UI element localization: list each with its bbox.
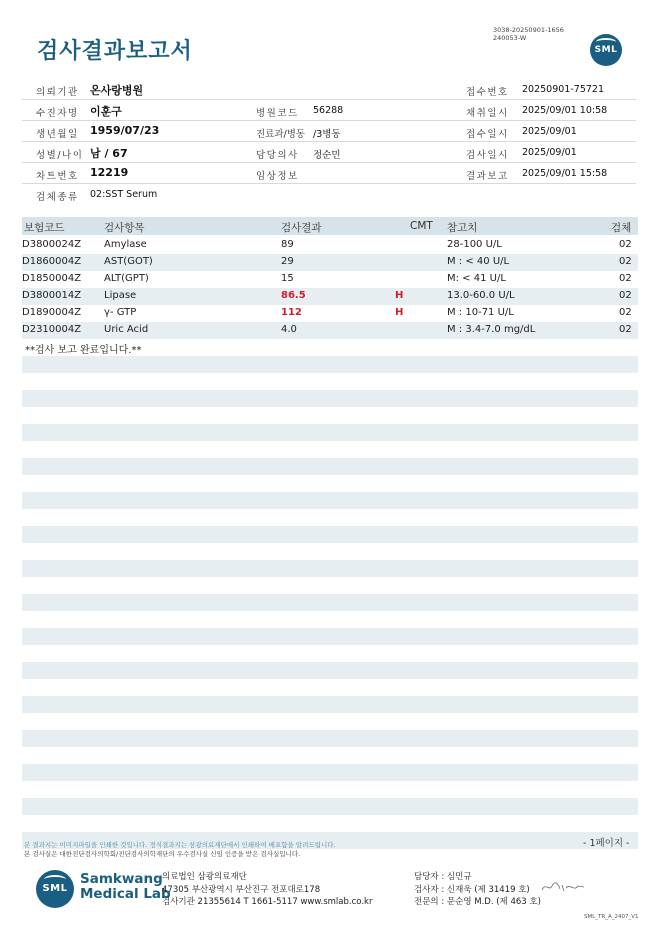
col-header-specimen: 검체 <box>611 222 632 234</box>
empty-row-stripe <box>22 424 638 441</box>
row-result-high: 112 <box>281 307 302 318</box>
tester: 검사자 : 신재욱 (제 31419 호) <box>414 884 530 895</box>
row-result: 29 <box>281 256 294 267</box>
row-result: 4.0 <box>281 324 297 335</box>
brand-line1: Samkwang <box>80 871 163 887</box>
col-header-ref: 참고치 <box>447 222 478 234</box>
row-item: γ- GTP <box>104 307 137 318</box>
row-specimen: 02 <box>619 239 632 250</box>
empty-row-stripe <box>22 492 638 509</box>
empty-row-stripe <box>22 628 638 645</box>
contact-info: 검사기관 21355614 T 1661-5117 www.smlab.co.kr <box>162 897 373 907</box>
row-ref: M : 3.4-7.0 mg/dL <box>447 324 536 335</box>
row-ref: 13.0-60.0 U/L <box>447 290 515 301</box>
row-specimen: 02 <box>619 256 632 267</box>
sex-age-value: 남 / 67 <box>90 147 128 160</box>
col-header-item: 검사항목 <box>104 222 145 234</box>
brand-line2: Medical Lab <box>80 886 171 902</box>
info-row-sex-age <box>22 142 636 163</box>
empty-row-stripe <box>22 798 638 815</box>
receipt-no-value: 20250901-75721 <box>522 84 605 95</box>
row-specimen: 02 <box>619 290 632 301</box>
empty-row-stripe <box>22 764 638 781</box>
collected-label: 채취일시 <box>466 108 509 119</box>
row-ref: M : < 40 U/L <box>447 256 510 267</box>
table-row <box>22 305 638 322</box>
institution-value: 온사랑병원 <box>90 84 144 97</box>
row-code: D1860004Z <box>22 256 82 267</box>
hospital-code-value: 56288 <box>313 105 344 116</box>
address: 47305 부산광역시 부산진구 전포대로178 <box>162 884 321 895</box>
row-specimen: 02 <box>619 307 632 318</box>
table-row <box>22 237 638 254</box>
results-table-header <box>22 217 638 235</box>
info-row-dob <box>22 121 636 142</box>
institution-label: 의뢰기관 <box>36 87 79 98</box>
row-item: Uric Acid <box>104 324 149 335</box>
row-item: Lipase <box>104 290 137 301</box>
row-item: ALT(GPT) <box>104 273 149 284</box>
clinical-label: 임상정보 <box>256 171 299 182</box>
row-cmt-high-flag: H <box>395 290 404 301</box>
row-ref: M: < 41 U/L <box>447 273 506 284</box>
document-number <box>493 26 564 42</box>
specialist: 전문의 : 문순영 M.D. (제 463 호) <box>414 897 541 907</box>
row-result: 15 <box>281 273 294 284</box>
dob-value: 1959/07/23 <box>90 124 160 137</box>
receipt-no-label: 접수번호 <box>466 87 509 98</box>
row-specimen: 02 <box>619 324 632 335</box>
col-header-result: 검사결과 <box>281 222 322 234</box>
chart-value: 12219 <box>90 166 129 179</box>
page-number: - 1페이지 - <box>583 838 630 849</box>
footer-brand <box>80 872 171 902</box>
chart-label: 차트번호 <box>36 171 79 182</box>
col-header-code: 보험코드 <box>24 222 65 234</box>
dept-label: 진료과/병동 <box>256 129 306 140</box>
row-item: AST(GOT) <box>104 256 153 267</box>
completion-note: **검사 보고 완료입니다.** <box>25 345 142 356</box>
empty-row-stripe <box>22 730 638 747</box>
empty-row-stripe <box>22 458 638 475</box>
row-ref: M : 10-71 U/L <box>447 307 514 318</box>
col-header-cmt: CMT <box>410 220 433 232</box>
specimen-value: 02:SST Serum <box>90 189 158 200</box>
row-code: D1850004Z <box>22 273 82 284</box>
footer-address-block <box>162 871 372 909</box>
empty-row-stripe <box>22 390 638 407</box>
row-result: 89 <box>281 239 294 250</box>
row-code: D3800014Z <box>22 290 82 301</box>
specimen-label: 검체종류 <box>36 192 79 203</box>
name-value: 이훈구 <box>90 105 122 118</box>
organization-name: 의료법인 삼광의료재단 <box>162 872 247 882</box>
empty-row-stripe <box>22 526 638 543</box>
footer-divider <box>22 833 638 834</box>
signature-image <box>540 880 588 894</box>
document-number-line2: 240053-W <box>493 34 527 42</box>
table-row <box>22 271 638 288</box>
image-print-notice: 본 결과지는 이미지파일을 인쇄한 것입니다. 정식결과지는 삼광의료재단에서 인쇄하여 배포함을 알려드립니다. <box>24 841 336 849</box>
info-row-specimen <box>22 184 636 205</box>
row-cmt-high-flag: H <box>395 307 404 318</box>
received-value: 2025/09/01 <box>522 126 577 137</box>
row-code: D1890004Z <box>22 307 82 318</box>
sml-logo <box>590 34 622 66</box>
sex-age-label: 성별/나이 <box>36 150 84 161</box>
doctor-label: 담당의사 <box>256 150 299 161</box>
form-code: SML_TR_A_2407_V1 <box>584 914 639 920</box>
info-row-name <box>22 100 636 121</box>
empty-row-stripe <box>22 356 638 373</box>
row-code: D3800024Z <box>22 239 82 250</box>
manager: 담당자 : 심민규 <box>414 872 472 882</box>
footer-logo-text: SML <box>42 883 68 894</box>
info-row-institution <box>22 79 636 100</box>
row-item: Amylase <box>104 239 147 250</box>
doctor-value: 정순민 <box>313 150 341 161</box>
row-code: D2310004Z <box>22 324 82 335</box>
reported-value: 2025/09/01 15:58 <box>522 168 608 179</box>
row-result-high: 86.5 <box>281 290 306 301</box>
tested-value: 2025/09/01 <box>522 147 577 158</box>
row-ref: 28-100 U/L <box>447 239 502 250</box>
row-specimen: 02 <box>619 273 632 284</box>
dob-label: 생년월일 <box>36 129 79 140</box>
empty-row-stripe <box>22 696 638 713</box>
logo-text: SML <box>594 45 618 55</box>
report-title: 검사결과보고서 <box>37 39 193 64</box>
empty-row-stripe <box>22 560 638 577</box>
empty-row-stripe <box>22 662 638 679</box>
table-row <box>22 322 638 339</box>
document-number-line1: 3038-20250901-1656 <box>493 26 564 34</box>
info-row-chart <box>22 163 636 184</box>
reported-label: 결과보고 <box>466 171 509 182</box>
tested-label: 검사일시 <box>466 150 509 161</box>
empty-row-stripe <box>22 594 638 611</box>
accreditation-notice: 본 검사실은 대한진단검사의학회/진단검사의학재단의 우수검사실 신임 인증을 받은 검사실입니다. <box>24 850 301 858</box>
footer-signatories <box>414 871 541 909</box>
table-row <box>22 288 638 305</box>
collected-value: 2025/09/01 10:58 <box>522 105 608 116</box>
received-label: 접수일시 <box>466 129 509 140</box>
dept-value: /3병동 <box>313 129 341 140</box>
name-label: 수진자명 <box>36 108 79 119</box>
hospital-code-label: 병원코드 <box>256 108 299 119</box>
table-row <box>22 254 638 271</box>
footer-sml-logo <box>36 870 74 908</box>
